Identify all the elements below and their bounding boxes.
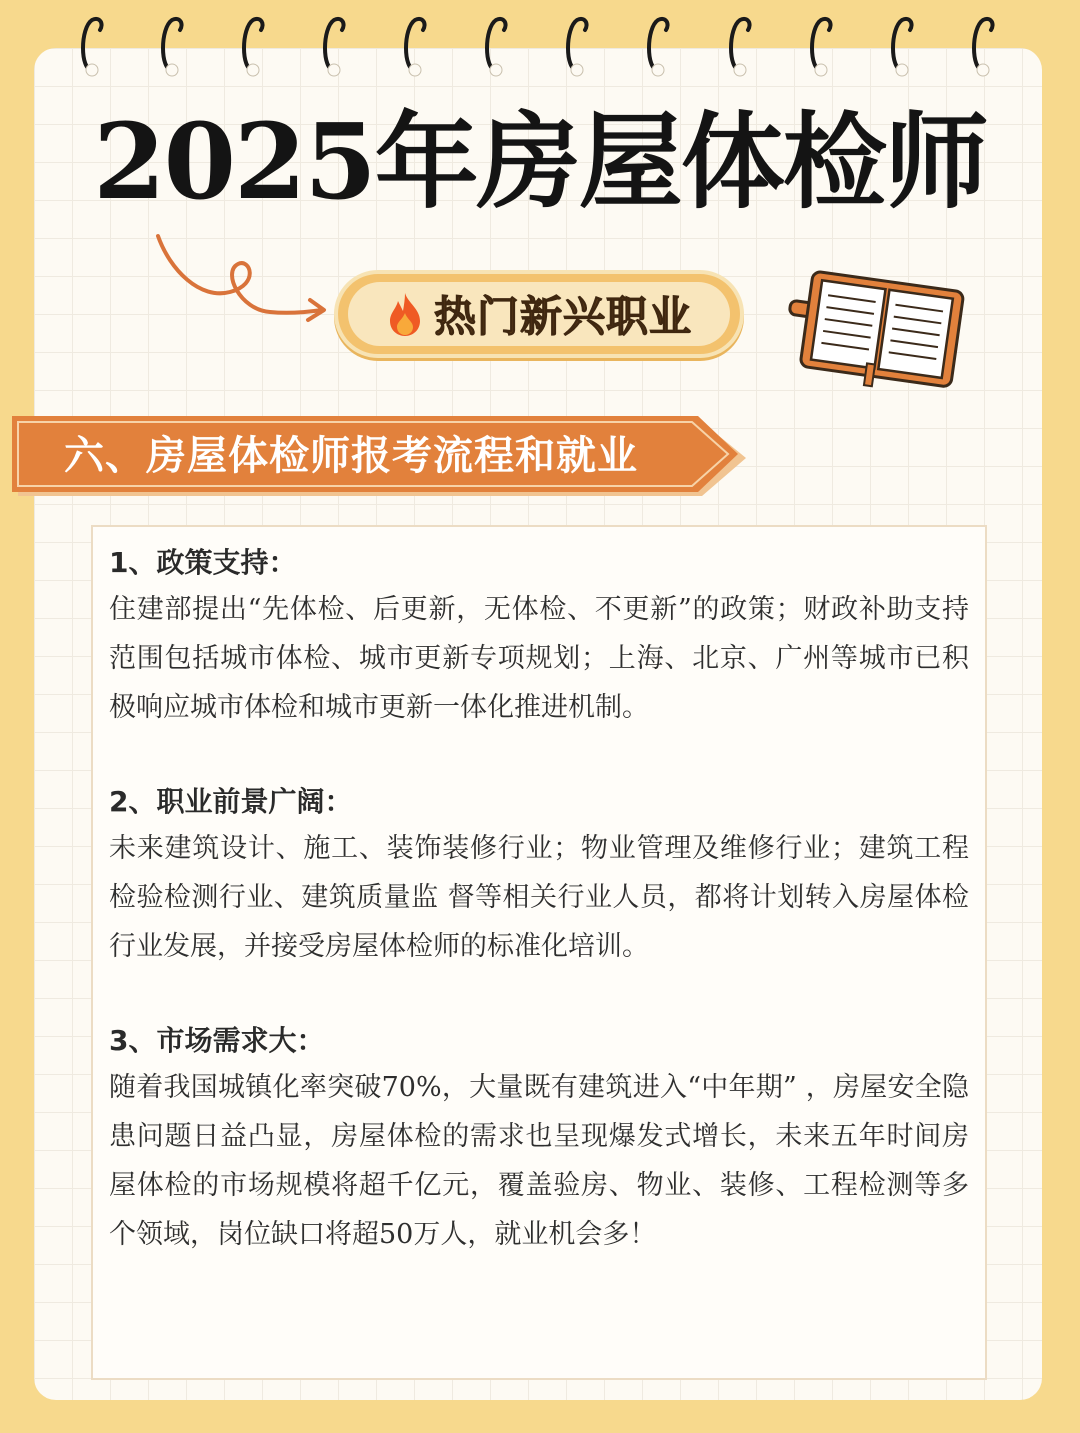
section-heading: 1、政策支持：	[109, 546, 297, 579]
fire-icon	[386, 291, 424, 337]
section-market-demand	[109, 1019, 969, 1259]
section-body: 随着我国城镇化率突破70%，大量既有建筑进入“中年期” ，房屋安全隐患问题日益凸显，房屋体检的需求也呈现爆发式增长，未来五年时间房屋体检的市场规模将超千亿元，覆盖验房、物业、装修、工程检测等多个领域，岗位缺口将超50万人，就业机会多！	[109, 1072, 969, 1250]
section-policy	[109, 541, 969, 732]
badge-label: 热门新兴职业	[433, 292, 692, 341]
spiral-binding	[0, 0, 1080, 90]
hot-career-badge	[334, 270, 744, 358]
section-banner-label: 六、房屋体检师报考流程和就业	[64, 433, 638, 479]
content-box	[91, 525, 987, 1380]
section-body: 住建部提出“先体检、后更新，无体检、不更新”的政策；财政补助支持范围包括城市体检、城市更新专项规划；上海、北京、广州等城市已积极响应城市体检和城市更新一体化推进机制。	[109, 594, 969, 723]
notebook-icon	[782, 268, 967, 388]
section-career-prospects	[109, 780, 969, 971]
section-heading: 2、职业前景广阔：	[109, 785, 353, 818]
squiggle-arrow-icon	[150, 230, 335, 330]
section-body: 未来建筑设计、施工、装饰装修行业；物业管理及维修行业；建筑工程检验检测行业、建筑质量监 督等相关行业人员，都将计划转入房屋体检行业发展，并接受房屋体检师的标准化培训。	[109, 833, 969, 962]
section-heading: 3、市场需求大：	[109, 1024, 325, 1057]
page-title: 2025年房屋体检师	[93, 100, 987, 223]
